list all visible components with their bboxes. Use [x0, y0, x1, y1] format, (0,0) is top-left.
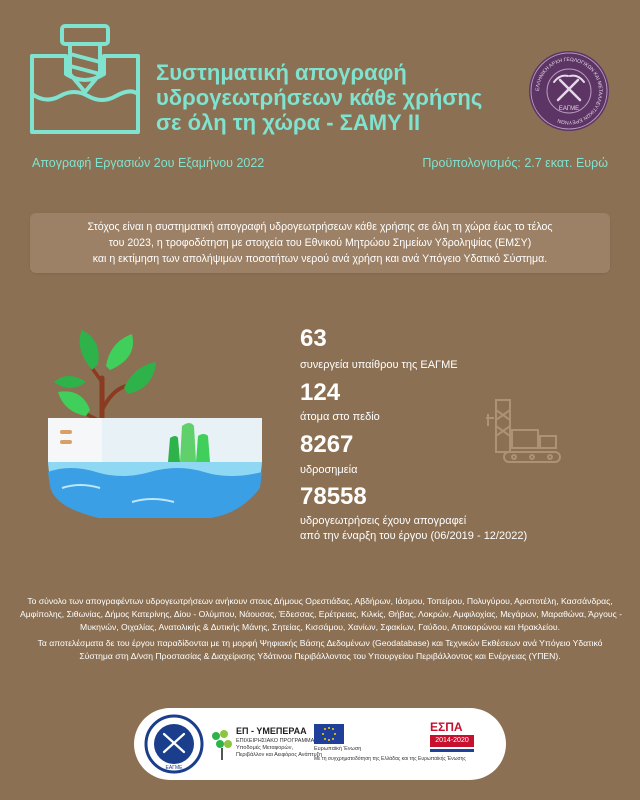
- stat-waterpoints-label: υδροσημεία: [300, 464, 358, 476]
- note-line: Σύστημα στη Δ/νση Προστασίας & Διαχείρισης Υδάτινου Περιβάλλοντος του Υπουργείου Περιβάλλοντος και Ενέργειας (ΥΠΕΝ).: [79, 651, 561, 661]
- stat-waterpoints-value: 8267: [300, 431, 354, 458]
- title-line: Συστηματική απογραφή: [156, 60, 407, 85]
- title-line: σε όλη τη χώρα - ΣΑΜΥ ΙΙ: [156, 110, 421, 135]
- eu-caption: Με τη συγχρηματοδότηση της Ελλάδας και της Ευρωπαϊκής Ένωσης: [314, 756, 466, 762]
- ep-sub2: Υποδομές Μεταφορών,: [236, 745, 293, 751]
- plant-water-illustration: [40, 318, 270, 528]
- stat-people-label: άτομα στο πεδίο: [300, 411, 380, 423]
- goal-line: του 2023, η τροφοδότηση με στοιχεία του Εθνικού Μητρώου Σημείων Υδροληψίας (ΕΜΣΥ): [108, 237, 532, 249]
- espa-title: ΕΣΠΑ: [430, 720, 463, 734]
- report-period: Απογραφή Εργασιών 2ου Εξαμήνου 2022: [32, 156, 265, 170]
- ep-title: ΕΠ - ΥΜΕΠΕΡΑΑ: [236, 726, 307, 736]
- note-line: Αμφίπολης, Σιθωνίας, Δήμος Κατερίνης, Δίου - Ολύμπου, Νάουσας, Έδεσσας, Ερέτρειας, Κιλκίς, Θήβας, Λοκρών, Αμφιλοχίας, Μεγάρων, Μαραθώνα, Άργους -: [20, 609, 622, 619]
- ep-sub3: Περιβάλλον και Αειφόρος Ανάπτυξη: [236, 752, 323, 758]
- drilling-rig-icon: [484, 396, 564, 468]
- eu-flag-icon: [314, 724, 344, 744]
- espa-logo: [424, 720, 494, 762]
- sponsor-seal-label: ΕΑΓΜΕ: [165, 765, 183, 771]
- page-title: [156, 60, 496, 135]
- stat-people-value: 124: [300, 379, 341, 406]
- stat-crews-value: 63: [300, 325, 327, 352]
- stat-boreholes-period: από την έναρξη του έργου (06/2019 - 12/2022): [300, 530, 528, 542]
- seal-ring-text: ΕΛΛΗΝΙΚΗ ΑΡΧΗ ΓΕΩΛΟΓΙΚΩΝ ΚΑΙ ΜΕΤΑΛΛΕΥΤΙΚΩΝ ΕΡΕΥΝΩΝ: [534, 56, 604, 126]
- eu-label: Ευρωπαϊκή Ένωση: [314, 746, 362, 752]
- municipalities-note: [20, 595, 620, 634]
- espa-years: 2014-2020: [430, 735, 474, 747]
- note-line: Το σύνολο των απογραφέντων υδρογεωτρήσεων ανήκουν στους Δήμους Ορεστιάδας, Αβδήρων, Ιάσμου, Τοπείρου, Πολυγύρου, Αριστοτέλη, Κασσάνδρας,: [27, 596, 613, 606]
- stat-boreholes-value: 78558: [300, 483, 367, 510]
- note-line: Μυκηνών, Οιχαλίας, Ανατολικής & Δυτικής Μάνης, Σητείας, Κισσάμου, Χανίων, Σφακίων, Γαύδου, Αποκορώνου και Ηρακλείου.: [80, 622, 560, 632]
- goal-description: [30, 213, 610, 273]
- goal-line: Στόχος είναι η συστηματική απογραφή υδρογεωτρήσεων κάθε χρήσης σε όλη τη χώρα έως το τέλος: [87, 221, 553, 233]
- note-line: Τα αποτελέσματα δε του έργου παραδίδονται με τη μορφή Ψηφιακής Βάσης Δεδομένων (Geodatabase) και Τεχνικών Εκθέσεων ανά Υπόγειο Υδατικό: [37, 638, 603, 648]
- eagme-logo: [144, 714, 204, 774]
- title-line: υδρογεωτρήσεων κάθε χρήσης: [156, 85, 483, 110]
- ep-ymeperaa-logo: [210, 724, 323, 768]
- drill-icon: [26, 20, 144, 138]
- stat-boreholes-label: υδρογεωτρήσεις έχουν απογραφεί: [300, 515, 467, 527]
- sponsor-logos-bar: [134, 708, 506, 780]
- stat-crews-label: συνεργεία υπαίθρου της ΕΑΓΜΕ: [300, 359, 458, 371]
- seal-label: ΕΑΓΜΕ: [558, 106, 580, 112]
- espa-stripe: [430, 749, 474, 752]
- goal-line: και η εκτίμηση των απολήψιμων ποσοτήτων νερού ανά χρήση και ανά Υπόγειο Υδατικό Σύστημα.: [92, 253, 548, 265]
- budget: Προϋπολογισμός: 2.7 εκατ. Ευρώ: [422, 156, 608, 170]
- leaf-logo-icon: [210, 728, 234, 762]
- deliverables-note: [20, 637, 620, 663]
- ep-sub1: ΕΠΙΧΕΙΡΗΣΙΑΚΟ ΠΡΟΓΡΑΜΜΑ: [236, 738, 315, 744]
- eagme-seal-logo: [528, 50, 610, 132]
